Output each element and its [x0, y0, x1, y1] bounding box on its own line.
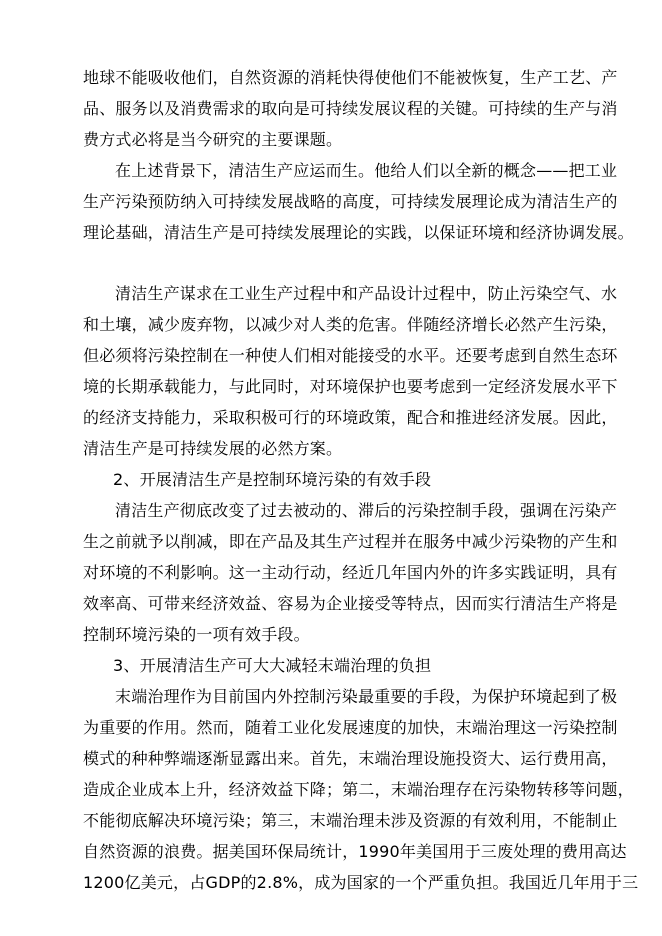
text-line: 生产污染预防纳入可持续发展战略的高度，可持续发展理论成为清洁生产的: [83, 192, 618, 211]
text-line: 清洁生产谋求在工业生产过程中和产品设计过程中，防止污染空气、水: [115, 284, 618, 303]
text-line: 对环境的不利影响。这一主动行动，经近几年国内外的许多实践证明，具有: [83, 563, 618, 582]
text-line: 在上述背景下，清洁生产应运而生。他给人们以全新的概念——把工业: [115, 161, 618, 180]
text-line: 清洁生产是可持续发展的必然方案。: [83, 439, 343, 458]
text-line: 清洁生产彻底改变了过去被动的、滞后的污染控制手段，强调在污染产: [115, 501, 618, 520]
text-line: 效率高、可带来经济效益、容易为企业接受等特点，因而实行清洁生产将是: [83, 594, 618, 613]
text-line: 自然资源的浪费。据美国环保局统计，1990年美国用于三废处理的费用高达: [83, 842, 627, 861]
text-line: 模式的种种弊端逐渐显露出来。首先，末端治理设施投资大、运行费用高，: [83, 749, 618, 768]
section-heading: 3、开展清洁生产可大大减轻末端治理的负担: [113, 656, 432, 675]
text-line: 1200亿美元，占GDP的2.8%，成为国家的一个严重负担。我国近几年用于三: [83, 873, 639, 892]
text-line: 不能彻底解决环境污染；第三，末端治理未涉及资源的有效利用，不能制止: [83, 811, 618, 830]
text-line: 但必须将污染控制在一种使人们相对能接受的水平。还要考虑到自然生态环: [83, 346, 618, 365]
text-line: 控制环境污染的一项有效手段。: [83, 625, 310, 644]
text-line: 的经济支持能力，采取积极可行的环境政策，配合和推进经济发展。因此，: [83, 408, 618, 427]
text-line: 地球不能吸收他们，自然资源的消耗快得使他们不能被恢复，生产工艺、产: [83, 68, 618, 87]
text-line: 和土壤，减少废弃物，以减少对人类的危害。伴随经济增长必然产生污染，: [83, 315, 618, 334]
text-line: 品、服务以及消费需求的取向是可持续发展议程的关键。可持续的生产与消: [83, 99, 618, 118]
text-line: 末端治理作为目前国内外控制污染最重要的手段，为保护环境起到了极: [115, 687, 618, 706]
text-line: 生之前就予以削减，即在产品及其生产过程并在服务中减少污染物的产生和: [83, 532, 618, 551]
text-line: 费方式必将是当今研究的主要课题。: [83, 130, 343, 149]
text-line: 为重要的作用。然而，随着工业化发展速度的加快，末端治理这一污染控制: [83, 718, 618, 737]
text-line: 境的长期承载能力，与此同时，对环境保护也要考虑到一定经济发展水平下: [83, 377, 618, 396]
section-heading: 2、开展清洁生产是控制环境污染的有效手段: [113, 470, 432, 489]
text-line: 理论基础，清洁生产是可持续发展理论的实践，以保证环境和经济协调发展。: [83, 223, 634, 242]
text-line: 造成企业成本上升，经济效益下降；第二，末端治理存在污染物转移等问题，: [83, 780, 634, 799]
